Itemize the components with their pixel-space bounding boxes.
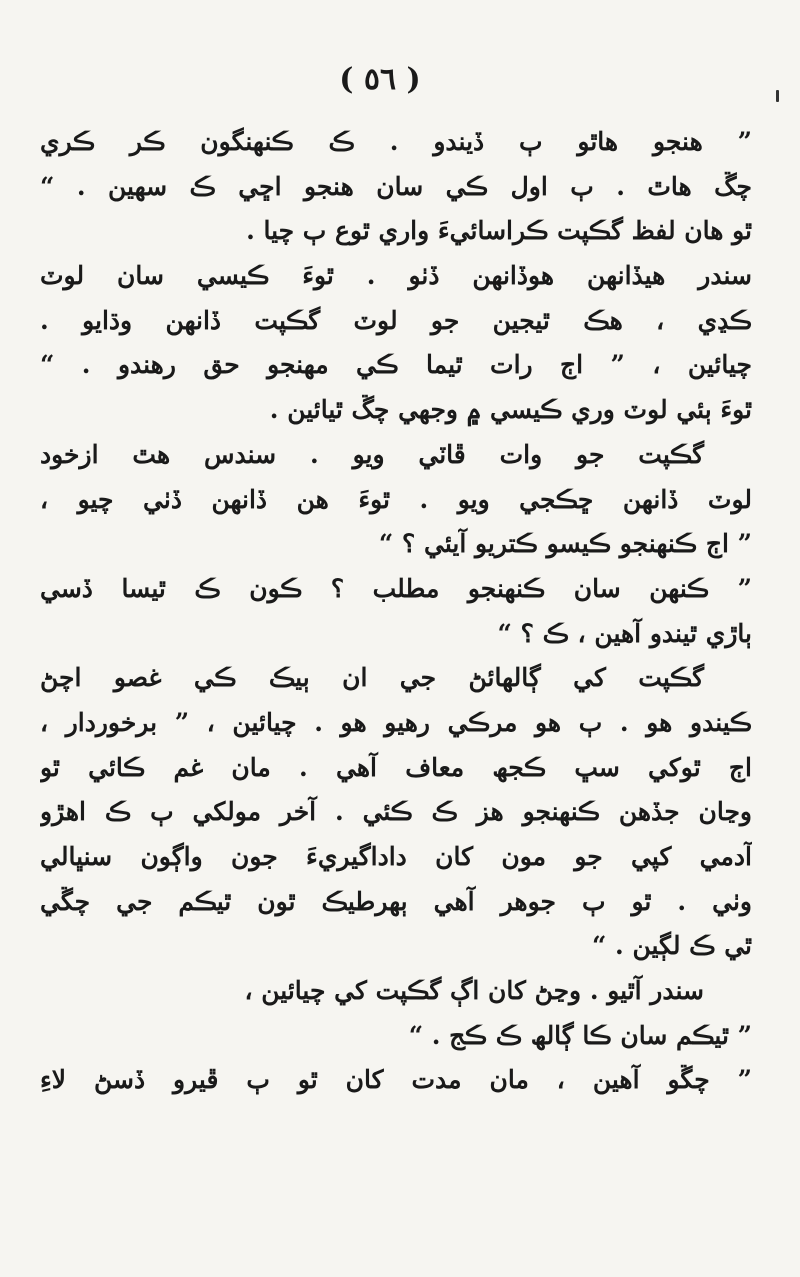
text-line: وڃان جڏھن ڪنھنجو ھز ڪ ڪئي . آخر مولکي ٻ ڪ اھڙو [40,797,752,827]
text-line: وٺي . ٿو ٻ جوھر آھي ٻھرطيڪ ٿون ٿيڪم جي چڱي [40,886,752,916]
text-line: ٿو ھان لفظ گڪپت ڪراسائيءَ واري ٿوع ٻ چيا . [246,216,752,246]
text-line: ” ڪنھن سان ڪنھنجو مطلب ؟ ڪون ڪ ٿيسا ڏسي [40,573,752,603]
text-line: ڪيندو ھو . ٻ ھو مرڪي رھيو ھو . چيائين ، ” برخوردار ، [40,707,752,737]
text-line: گڪپت کي ڳالھائڻ جي ان ٻيڪ ڪي غصو اچڻ [40,663,704,693]
text-line: ٿي ڪ لڳين . “ [591,931,752,961]
text-line: ” چڱو آھين ، مان مدت کان ٿو ٻ ڦيرو ڏسڻ لاءِ [40,1065,752,1095]
text-line: چڱ ھاٿ . ٻ اول ڪي سان ھنجو اڇي ڪ سھين . “ [40,171,752,201]
text-line: آدمي کپي جو مون کان داداگيريءَ جون واڳون سنڀالي [40,842,752,871]
text-line: ڪڍي ، ھڪ ٿيجين جو لوٽ گڪپت ڏانھن وڌايو . [40,305,752,335]
page-number: ( ٥٦ ) [339,62,421,97]
text-line: لوٽ ڏانھن ڇڪجي ويو . ٿوءَ ھن ڏانھن ڏٺي چيو ، [40,484,752,514]
text-line: ٿوءَ ٻئي لوٽ وري ڪيسي ۾ وجھي چڱ ٿيائين . [269,395,752,425]
text-line: ” اڄ ڪنھنجو ڪيسو ڪتريو آيئي ؟ “ [378,529,752,559]
text-line: سندر آٿيو . وڃڻ کان اڳ گڪپت کي چيائين ، [244,976,704,1006]
text-line: اڄ ٿوکي سڀ ڪجھ معاف آھي . مان غم ڪائي ٿو [40,752,752,782]
text-line: ٻاڙي ٿيندو آھين ، ڪ ؟ “ [497,618,752,648]
text-line: ” ٿيڪم سان ڪا ڳالھ ڪ ڪج . “ [408,1020,752,1050]
body-text [40,120,752,1103]
text-line: گڪپت جو وات ڦاٽي ويو . سندس ھٿ ازخود [40,439,704,469]
text-line: سندر ھيڏانھن ھوڏانھن ڏٺو . ٿوءَ ڪيسي سان لوٽ [40,261,752,291]
text-line: ” ھنجو ھاٿو ٻ ڏيندو . ڪ ڪنھنگون ڪر ڪري [40,127,752,156]
margin-mark [776,90,779,102]
text-line: چيائين ، ” اڄ رات ٿيما ڪي مھنجو حق رھندو . “ [40,350,752,380]
